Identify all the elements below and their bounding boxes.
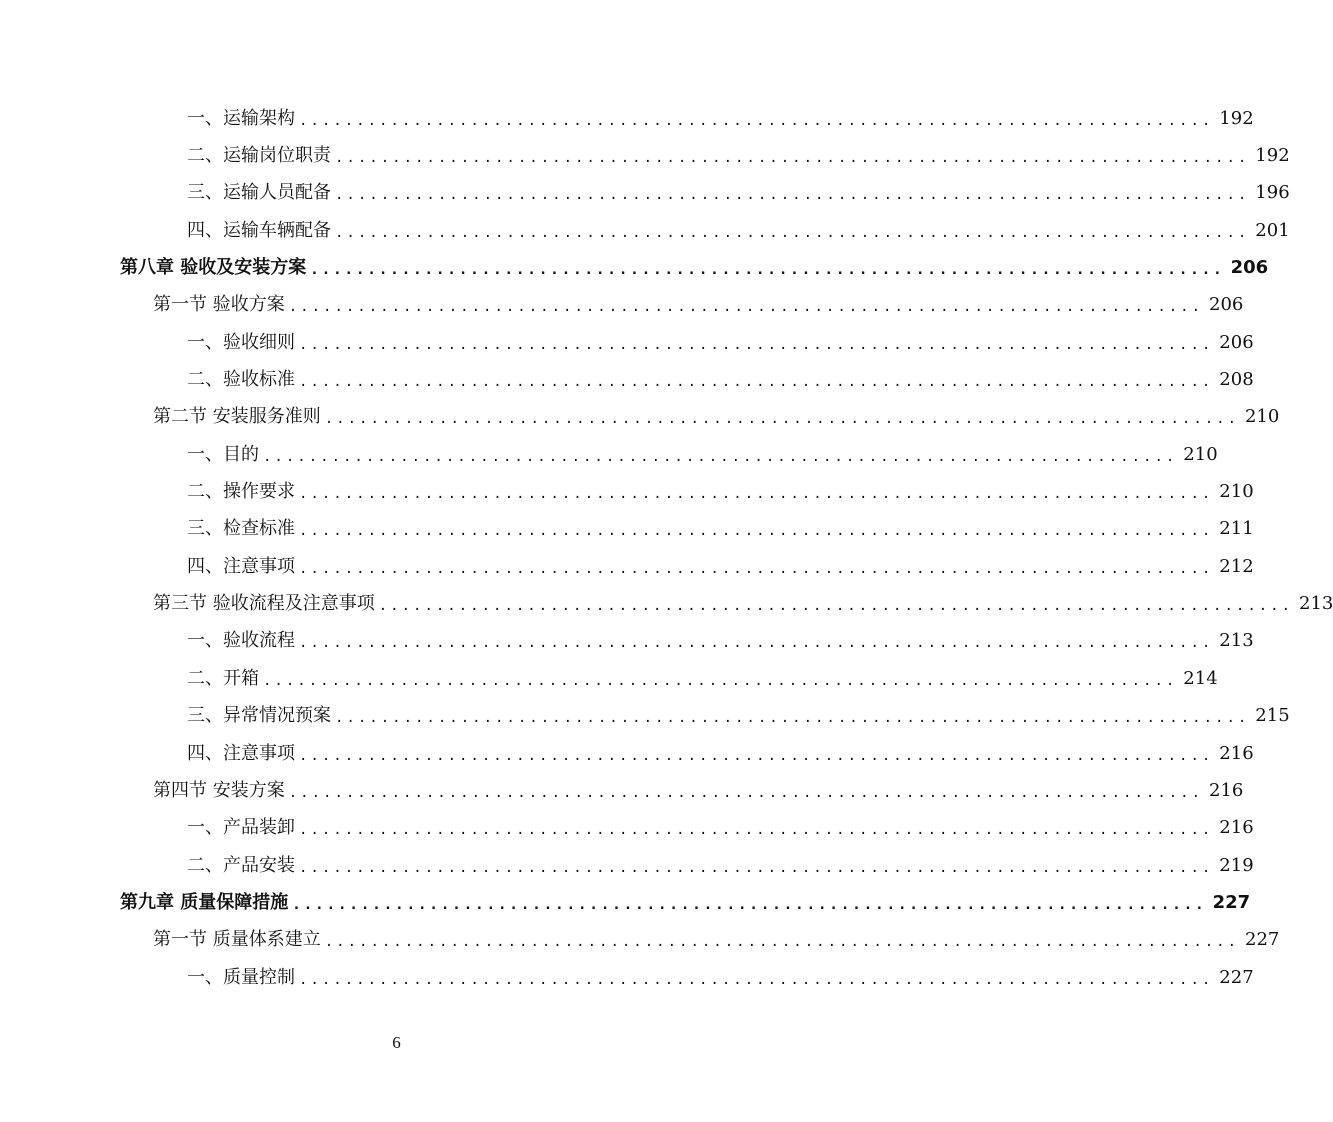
dot-leader: ................................................................................ bbox=[310, 262, 1225, 279]
toc-entry-page-number: 206 bbox=[1230, 257, 1269, 279]
toc-entry-subsection[interactable] bbox=[0, 100, 1254, 137]
toc-entry-subsection[interactable] bbox=[0, 212, 1290, 249]
toc-entry-title: 三、运输人员配备 bbox=[187, 182, 331, 204]
toc-entry-page-number: 227 bbox=[1245, 929, 1280, 951]
dot-leader: ................................................................................ bbox=[288, 299, 1204, 316]
dot-leader: ................................................................................ bbox=[378, 598, 1294, 615]
dot-leader: ................................................................................ bbox=[335, 150, 1250, 167]
dot-leader: ................................................................................ bbox=[299, 523, 1214, 540]
toc-entry-page-number: 196 bbox=[1255, 182, 1290, 204]
toc-entry-section[interactable] bbox=[0, 585, 1333, 622]
toc-entry-title: 一、质量控制 bbox=[187, 966, 295, 988]
toc-entry-subsection[interactable] bbox=[0, 361, 1254, 398]
toc-entry-title: 一、运输架构 bbox=[187, 107, 295, 129]
toc-entry-title: 第四节 安装方案 bbox=[153, 779, 285, 801]
toc-entry-page-number: 227 bbox=[1219, 966, 1254, 988]
toc-entry-title: 二、操作要求 bbox=[187, 481, 295, 503]
dot-leader: ................................................................................ bbox=[299, 822, 1214, 839]
toc-entry-page-number: 208 bbox=[1219, 369, 1254, 391]
toc-entry-title: 二、开箱 bbox=[187, 667, 259, 689]
toc-entry-page-number: 219 bbox=[1219, 854, 1254, 876]
toc-entry-page-number: 214 bbox=[1183, 667, 1218, 689]
toc-entry-page-number: 215 bbox=[1255, 705, 1290, 727]
toc-entry-subsection[interactable] bbox=[0, 324, 1254, 361]
page-number: 6 bbox=[392, 1033, 401, 1052]
toc-entry-title: 第三节 验收流程及注意事项 bbox=[153, 593, 375, 615]
toc-entry-section[interactable] bbox=[0, 922, 1280, 959]
toc-entry-page-number: 213 bbox=[1219, 630, 1254, 652]
toc-entry-title: 一、目的 bbox=[187, 443, 259, 465]
toc-entry-section[interactable] bbox=[0, 287, 1244, 324]
toc-entry-page-number: 216 bbox=[1219, 817, 1254, 839]
toc-entry-subsection[interactable] bbox=[0, 548, 1254, 585]
dot-leader: ................................................................................ bbox=[299, 486, 1214, 503]
toc-entry-chapter[interactable] bbox=[0, 884, 1251, 921]
toc-entry-subsection[interactable] bbox=[0, 436, 1218, 473]
dot-leader: ................................................................................ bbox=[263, 448, 1178, 465]
toc-entry-page-number: 213 bbox=[1299, 593, 1333, 615]
toc-entry-section[interactable] bbox=[0, 772, 1244, 809]
toc-entry-title: 二、产品安装 bbox=[187, 854, 295, 876]
toc-entry-title: 第二节 安装服务准则 bbox=[153, 406, 321, 428]
toc-entry-title: 四、运输车辆配备 bbox=[187, 219, 331, 241]
toc-entry-subsection[interactable] bbox=[0, 698, 1290, 735]
toc-entry-subsection[interactable] bbox=[0, 735, 1254, 772]
toc-entry-page-number: 192 bbox=[1219, 107, 1254, 129]
dot-leader: ................................................................................ bbox=[299, 374, 1214, 391]
toc-entry-title: 第八章 验收及安装方案 bbox=[120, 257, 307, 279]
dot-leader: ................................................................................ bbox=[299, 112, 1214, 129]
toc-entry-title: 二、运输岗位职责 bbox=[187, 145, 331, 167]
toc-entry-title: 第一节 质量体系建立 bbox=[153, 929, 321, 951]
dot-leader: ................................................................................ bbox=[292, 896, 1207, 913]
toc-entry-title: 四、注意事项 bbox=[187, 742, 295, 764]
toc-entry-page-number: 206 bbox=[1209, 294, 1244, 316]
dot-leader: ................................................................................ bbox=[299, 336, 1214, 353]
toc-entry-subsection[interactable] bbox=[0, 511, 1254, 548]
toc-entry-subsection[interactable] bbox=[0, 660, 1218, 697]
toc-entry-page-number: 216 bbox=[1219, 742, 1254, 764]
toc-entry-title: 三、检查标准 bbox=[187, 518, 295, 540]
toc-entry-chapter[interactable] bbox=[0, 249, 1269, 286]
dot-leader: ................................................................................ bbox=[335, 710, 1250, 727]
toc-entry-subsection[interactable] bbox=[0, 959, 1254, 996]
toc-entry-subsection[interactable] bbox=[0, 623, 1254, 660]
dot-leader: ................................................................................ bbox=[288, 784, 1204, 801]
toc-entry-subsection[interactable] bbox=[0, 473, 1254, 510]
toc-entry-title: 第一节 验收方案 bbox=[153, 294, 285, 316]
toc-entry-subsection[interactable] bbox=[0, 847, 1254, 884]
toc-entry-subsection[interactable] bbox=[0, 137, 1290, 174]
dot-leader: ................................................................................ bbox=[299, 859, 1214, 876]
toc-entry-page-number: 201 bbox=[1255, 219, 1290, 241]
toc-entry-page-number: 192 bbox=[1255, 145, 1290, 167]
dot-leader: ................................................................................ bbox=[324, 934, 1240, 951]
toc-entry-title: 三、异常情况预案 bbox=[187, 705, 331, 727]
toc-entry-subsection[interactable] bbox=[0, 810, 1254, 847]
toc-entry-page-number: 210 bbox=[1183, 443, 1218, 465]
dot-leader: ................................................................................ bbox=[299, 747, 1214, 764]
toc-entry-page-number: 210 bbox=[1219, 481, 1254, 503]
toc-entry-title: 第九章 质量保障措施 bbox=[120, 891, 289, 913]
toc-entry-title: 一、验收细则 bbox=[187, 331, 295, 353]
toc-entry-title: 一、验收流程 bbox=[187, 630, 295, 652]
dot-leader: ................................................................................ bbox=[324, 411, 1240, 428]
dot-leader: ................................................................................ bbox=[299, 971, 1214, 988]
toc-entry-title: 一、产品装卸 bbox=[187, 817, 295, 839]
dot-leader: ................................................................................ bbox=[299, 635, 1214, 652]
toc-entry-page-number: 211 bbox=[1219, 518, 1254, 540]
dot-leader: ................................................................................ bbox=[335, 224, 1250, 241]
toc-entry-page-number: 210 bbox=[1245, 406, 1280, 428]
toc-entry-page-number: 227 bbox=[1212, 891, 1251, 913]
toc-entry-section[interactable] bbox=[0, 399, 1280, 436]
dot-leader: ................................................................................ bbox=[263, 672, 1178, 689]
toc-entry-title: 四、注意事项 bbox=[187, 555, 295, 577]
dot-leader: ................................................................................ bbox=[335, 187, 1250, 204]
toc-entry-subsection[interactable] bbox=[0, 175, 1290, 212]
dot-leader: ................................................................................ bbox=[299, 560, 1214, 577]
toc-entry-title: 二、验收标准 bbox=[187, 369, 295, 391]
toc-entry-page-number: 216 bbox=[1209, 779, 1244, 801]
table-of-contents bbox=[0, 100, 1333, 996]
toc-entry-page-number: 206 bbox=[1219, 331, 1254, 353]
toc-entry-page-number: 212 bbox=[1219, 555, 1254, 577]
